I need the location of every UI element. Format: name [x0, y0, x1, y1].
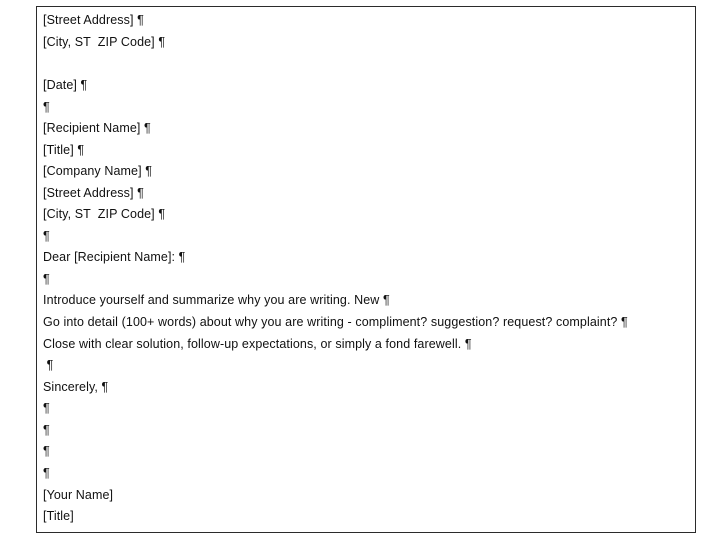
closing-sincerely[interactable]: Sincerely, ¶ — [43, 380, 109, 394]
blank-paragraph[interactable]: ¶ — [43, 466, 50, 480]
signer-title[interactable]: [Title] — [43, 509, 74, 523]
sender-street-address[interactable]: [Street Address] ¶ — [43, 13, 144, 27]
recipient-name[interactable]: [Recipient Name] ¶ — [43, 121, 151, 135]
blank-paragraph[interactable]: ¶ — [43, 358, 54, 372]
date-line[interactable]: [Date] ¶ — [43, 78, 88, 92]
sender-city-state-zip[interactable]: [City, ST ZIP Code] ¶ — [43, 35, 166, 49]
recipient-city-state-zip[interactable]: [City, ST ZIP Code] ¶ — [43, 207, 166, 221]
blank-paragraph[interactable]: ¶ — [43, 444, 50, 458]
body-closing[interactable]: Close with clear solution, follow-up expectations, or simply a fond farewell. ¶ — [43, 337, 472, 351]
blank-paragraph[interactable]: ¶ — [43, 100, 50, 114]
body-detail[interactable]: Go into detail (100+ words) about why you are writing - compliment? suggestion? request? complaint? ¶ — [43, 315, 628, 329]
recipient-title[interactable]: [Title] ¶ — [43, 143, 85, 157]
salutation[interactable]: Dear [Recipient Name]: ¶ — [43, 250, 186, 264]
blank-paragraph[interactable]: ¶ — [43, 229, 50, 243]
blank-paragraph[interactable]: ¶ — [43, 401, 50, 415]
company-name[interactable]: [Company Name] ¶ — [43, 164, 153, 178]
recipient-street-address[interactable]: [Street Address] ¶ — [43, 186, 144, 200]
blank-paragraph[interactable]: ¶ — [43, 272, 50, 286]
body-intro[interactable]: Introduce yourself and summarize why you are writing. New ¶ — [43, 293, 390, 307]
blank-paragraph[interactable]: ¶ — [43, 423, 50, 437]
signer-name[interactable]: [Your Name] — [43, 488, 114, 502]
letter-document — [36, 6, 696, 533]
